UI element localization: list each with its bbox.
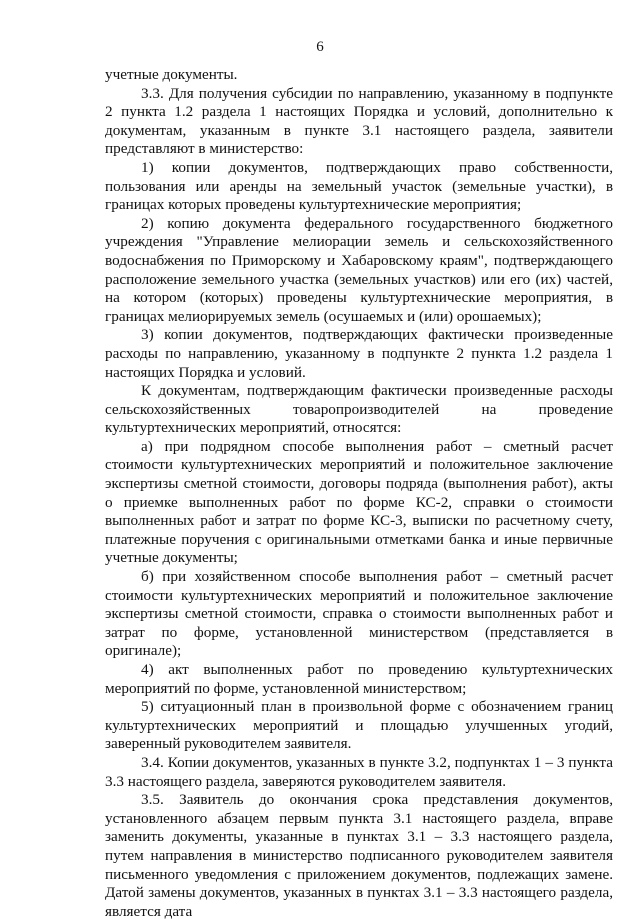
paragraph-item-5: 5) ситуационный план в произвольной форме с обозначением границ культуртехнических мероприятий и площадью улучшенных угодий, заверенный руководителем заявителя. xyxy=(105,698,613,753)
paragraph-continuation: учетные документы. xyxy=(105,66,238,83)
paragraph-3-4: 3.4. Копии документов, указанных в пункте 3.2, подпунктах 1 – 3 пункта 3.3 настоящего раздела, заверяются руководителем заявителя. xyxy=(105,753,613,790)
paragraph-3-5: 3.5. Заявитель до окончания срока представления документов, установленного абзацем первым пункта 3.1 настоящего раздела, вправе заменить документы, указанные в пунктах 3.1 – 3.3 настоящего раздела, путем направления в министерство подписанного руководителем заявителя письменного уведомления с приложением документов, подлежащих замене. Датой замены документов, указанных в пунктах 3.1 – 3.3 настоящего раздела, является дата xyxy=(105,791,613,920)
document-body xyxy=(105,66,613,921)
paragraph-expense-documents: К документам, подтверждающим фактически произведенные расходы сельскохозяйственных товаропроизводителей на проведение культуртехнических мероприятий, относятся: xyxy=(105,382,613,437)
paragraph-item-4: 4) акт выполненных работ по проведению культуртехнических мероприятий по форме, установленной министерством; xyxy=(105,661,613,697)
paragraph-item-2: 2) копию документа федерального государственного бюджетного учреждения "Управление мелиорации земель и сельскохозяйственного водоснабжения по Приморскому и Хабаровскому краям", подтверждающего расположение земельного участка (земельных участков) или его (их) частей, на котором (которых) проведены культуртехнические мероприятия, в границах мелиорируемых земель (осушаемых и (или) орошаемых); xyxy=(105,214,613,325)
paragraph-item-b: б) при хозяйственном способе выполнения работ – сметный расчет стоимости культуртехнических мероприятий и положительное заключение экспертизы сметной стоимости, справка о стоимости выполненных работ и затрат по форме, установленной министерством (представляется в оригинале); xyxy=(105,568,613,660)
page-number: 6 xyxy=(316,39,324,55)
paragraph-item-a: а) при подрядном способе выполнения работ – сметный расчет стоимости культуртехнических мероприятий и положительное заключение экспертизы сметной стоимости, договоры подряда (выполнения работ), акты о приемке выполненных работ по форме КС-2, справки о стоимости выполненных работ и затрат по форме КС-3, выписки по расчетному счету, платежные поручения с оригинальными отметками банка и иные первичные учетные документы; xyxy=(105,437,613,567)
paragraph-item-3: 3) копии документов, подтверждающих фактически произведенные расходы по направлению, указанному в подпункте 2 пункта 1.2 раздела 1 настоящих Порядка и условий. xyxy=(105,326,613,381)
paragraph-3-3: 3.3. Для получения субсидии по направлению, указанному в подпункте 2 пункта 1.2 раздела 1 настоящих Порядка и условий, дополнительно к документам, указанным в пункте 3.1 настоящего раздела, заявители представляют в министерство: xyxy=(105,84,613,158)
paragraph-item-1: 1) копии документов, подтверждающих право собственности, пользования или аренды на земельный участок (земельные участки), в границах которых проведены культуртехнические мероприятия; xyxy=(105,158,613,214)
